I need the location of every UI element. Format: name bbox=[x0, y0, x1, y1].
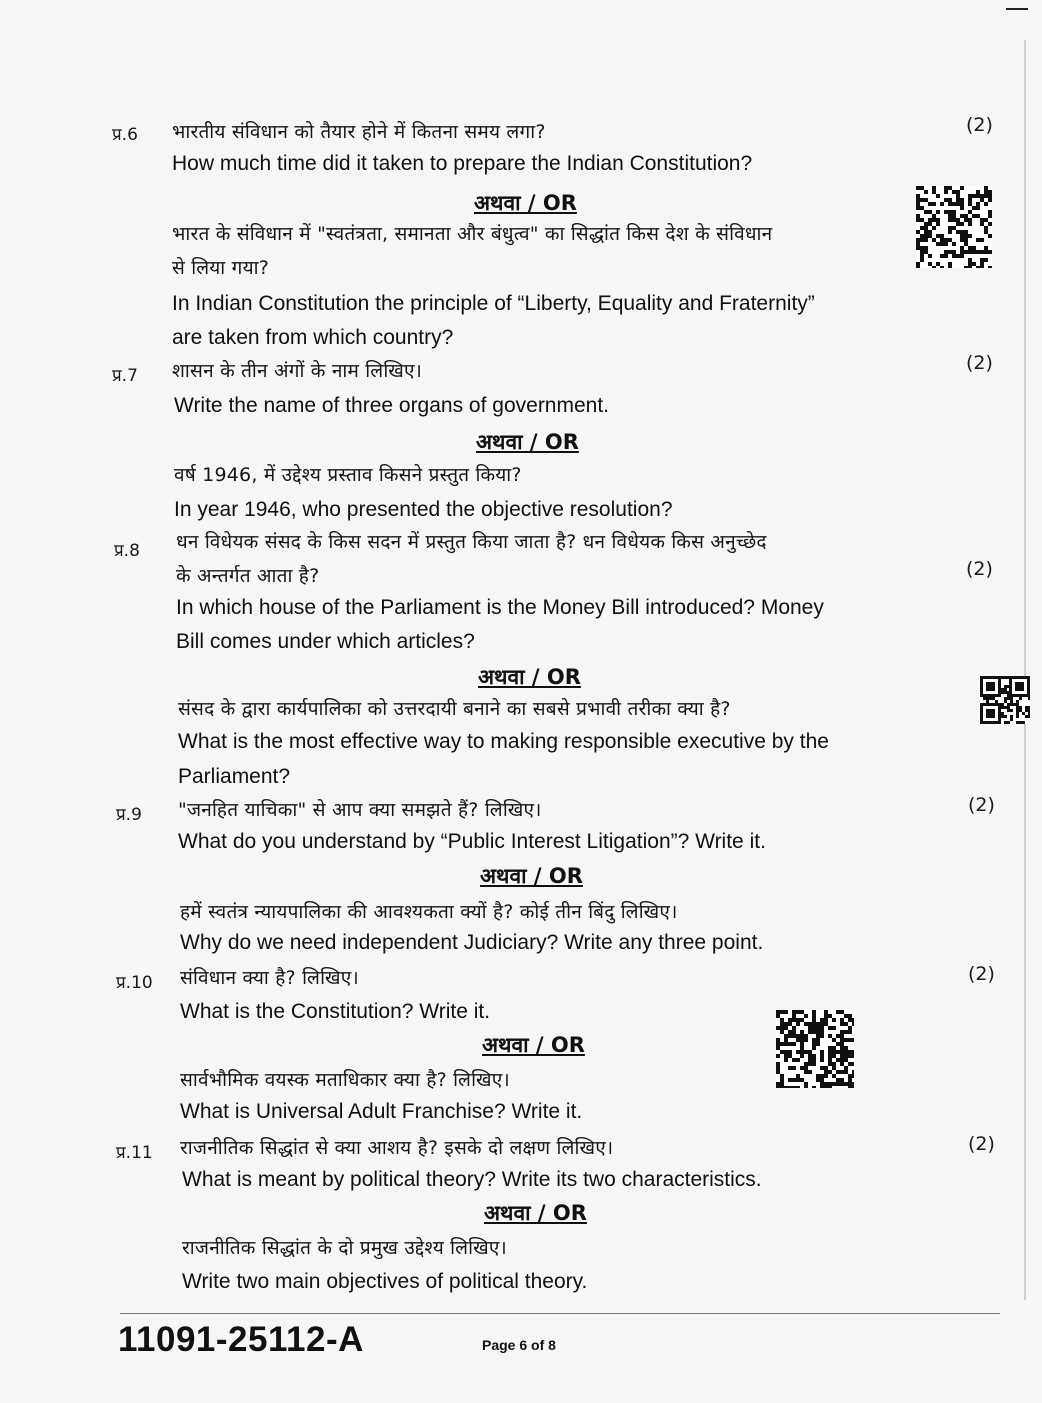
alt-question-hindi: सार्वभौमिक वयस्क मताधिकार क्या है? लिखिए। bbox=[180, 1069, 510, 1091]
question-number: प्र.6 bbox=[112, 125, 138, 145]
corner-mark bbox=[1006, 8, 1028, 10]
question-english: Write the name of three organs of government. bbox=[174, 394, 610, 417]
barcode-middle bbox=[776, 1010, 854, 1088]
or-label: अथवा / OR bbox=[478, 665, 581, 689]
question-marks: (2) bbox=[966, 114, 993, 136]
question-number: प्र.11 bbox=[116, 1143, 153, 1163]
question-marks: (2) bbox=[968, 1133, 995, 1155]
question-english: How much time did it taken to prepare the Indian Constitution? bbox=[172, 152, 753, 175]
question-number: प्र.10 bbox=[116, 973, 153, 993]
or-label: अथवा / OR bbox=[474, 191, 577, 215]
question-marks: (2) bbox=[966, 352, 993, 374]
alt-question-english: In year 1946, who presented the objective resolution? bbox=[174, 498, 673, 521]
alt-question-english: What is Universal Adult Franchise? Write it. bbox=[180, 1100, 583, 1123]
question-english: Bill comes under which articles? bbox=[176, 630, 475, 653]
alt-question-english: are taken from which country? bbox=[172, 326, 454, 349]
question-english: In which house of the Parliament is the Money Bill introduced? Money bbox=[176, 596, 824, 619]
alt-question-english: Write two main objectives of political theory. bbox=[182, 1270, 588, 1293]
paper-code: 11091-25112-A bbox=[118, 1320, 364, 1359]
qr-code-right bbox=[980, 676, 1030, 724]
alt-question-english: Why do we need independent Judiciary? Write any three point. bbox=[180, 931, 764, 954]
scan-edge bbox=[1024, 40, 1026, 1300]
question-hindi: शासन के तीन अंगों के नाम लिखिए। bbox=[172, 360, 423, 382]
or-label: अथवा / OR bbox=[482, 1033, 585, 1057]
or-label: अथवा / OR bbox=[476, 430, 579, 454]
alt-question-hindi: से लिया गया? bbox=[172, 257, 269, 279]
question-marks: (2) bbox=[968, 794, 995, 816]
page-number: Page 6 of 8 bbox=[482, 1337, 556, 1353]
question-hindi: के अन्तर्गत आता है? bbox=[176, 565, 320, 587]
or-label: अथवा / OR bbox=[480, 864, 583, 888]
question-hindi: धन विधेयक संसद के किस सदन में प्रस्तुत किया जाता है? धन विधेयक किस अनुच्छेद bbox=[176, 531, 767, 553]
alt-question-english: In Indian Constitution the principle of “Liberty, Equality and Fraternity” bbox=[172, 292, 815, 315]
alt-question-english: Parliament? bbox=[178, 765, 291, 788]
alt-question-hindi: राजनीतिक सिद्धांत के दो प्रमुख उद्देश्य लिखिए। bbox=[182, 1237, 507, 1259]
question-english: What do you understand by “Public Interest Litigation”? Write it. bbox=[178, 830, 766, 853]
alt-question-english: What is the most effective way to making responsible executive by the bbox=[178, 730, 829, 753]
alt-question-hindi: वर्ष 1946, में उद्देश्य प्रस्ताव किसने प्रस्तुत किया? bbox=[174, 464, 522, 486]
alt-question-hindi: हमें स्वतंत्र न्यायपालिका की आवश्यकता क्यों है? कोई तीन बिंदु लिखिए। bbox=[180, 901, 678, 923]
question-english: What is meant by political theory? Write its two characteristics. bbox=[182, 1168, 762, 1191]
alt-question-hindi: संसद के द्वारा कार्यपालिका को उत्तरदायी बनाने का सबसे प्रभावी तरीका क्या है? bbox=[178, 698, 731, 720]
question-marks: (2) bbox=[966, 558, 993, 580]
question-hindi: संविधान क्या है? लिखिए। bbox=[180, 967, 359, 989]
question-english: What is the Constitution? Write it. bbox=[180, 1000, 491, 1023]
question-number: प्र.7 bbox=[112, 366, 138, 386]
question-hindi: भारतीय संविधान को तैयार होने में कितना समय लगा? bbox=[172, 121, 546, 143]
question-hindi: "जनहित याचिका" से आप क्या समझते हैं? लिखिए। bbox=[178, 799, 542, 821]
question-marks: (2) bbox=[968, 963, 995, 985]
barcode-top-right bbox=[916, 186, 992, 268]
alt-question-hindi: भारत के संविधान में "स्वतंत्रता, समानता और बंधुत्व" का सिद्धांत किस देश के संविधान bbox=[172, 223, 773, 245]
question-hindi: राजनीतिक सिद्धांत से क्या आशय है? इसके दो लक्षण लिखिए। bbox=[180, 1137, 614, 1159]
question-number: प्र.8 bbox=[114, 541, 140, 561]
or-label: अथवा / OR bbox=[484, 1201, 587, 1225]
footer-rule bbox=[120, 1313, 1000, 1314]
question-number: प्र.9 bbox=[116, 805, 142, 825]
